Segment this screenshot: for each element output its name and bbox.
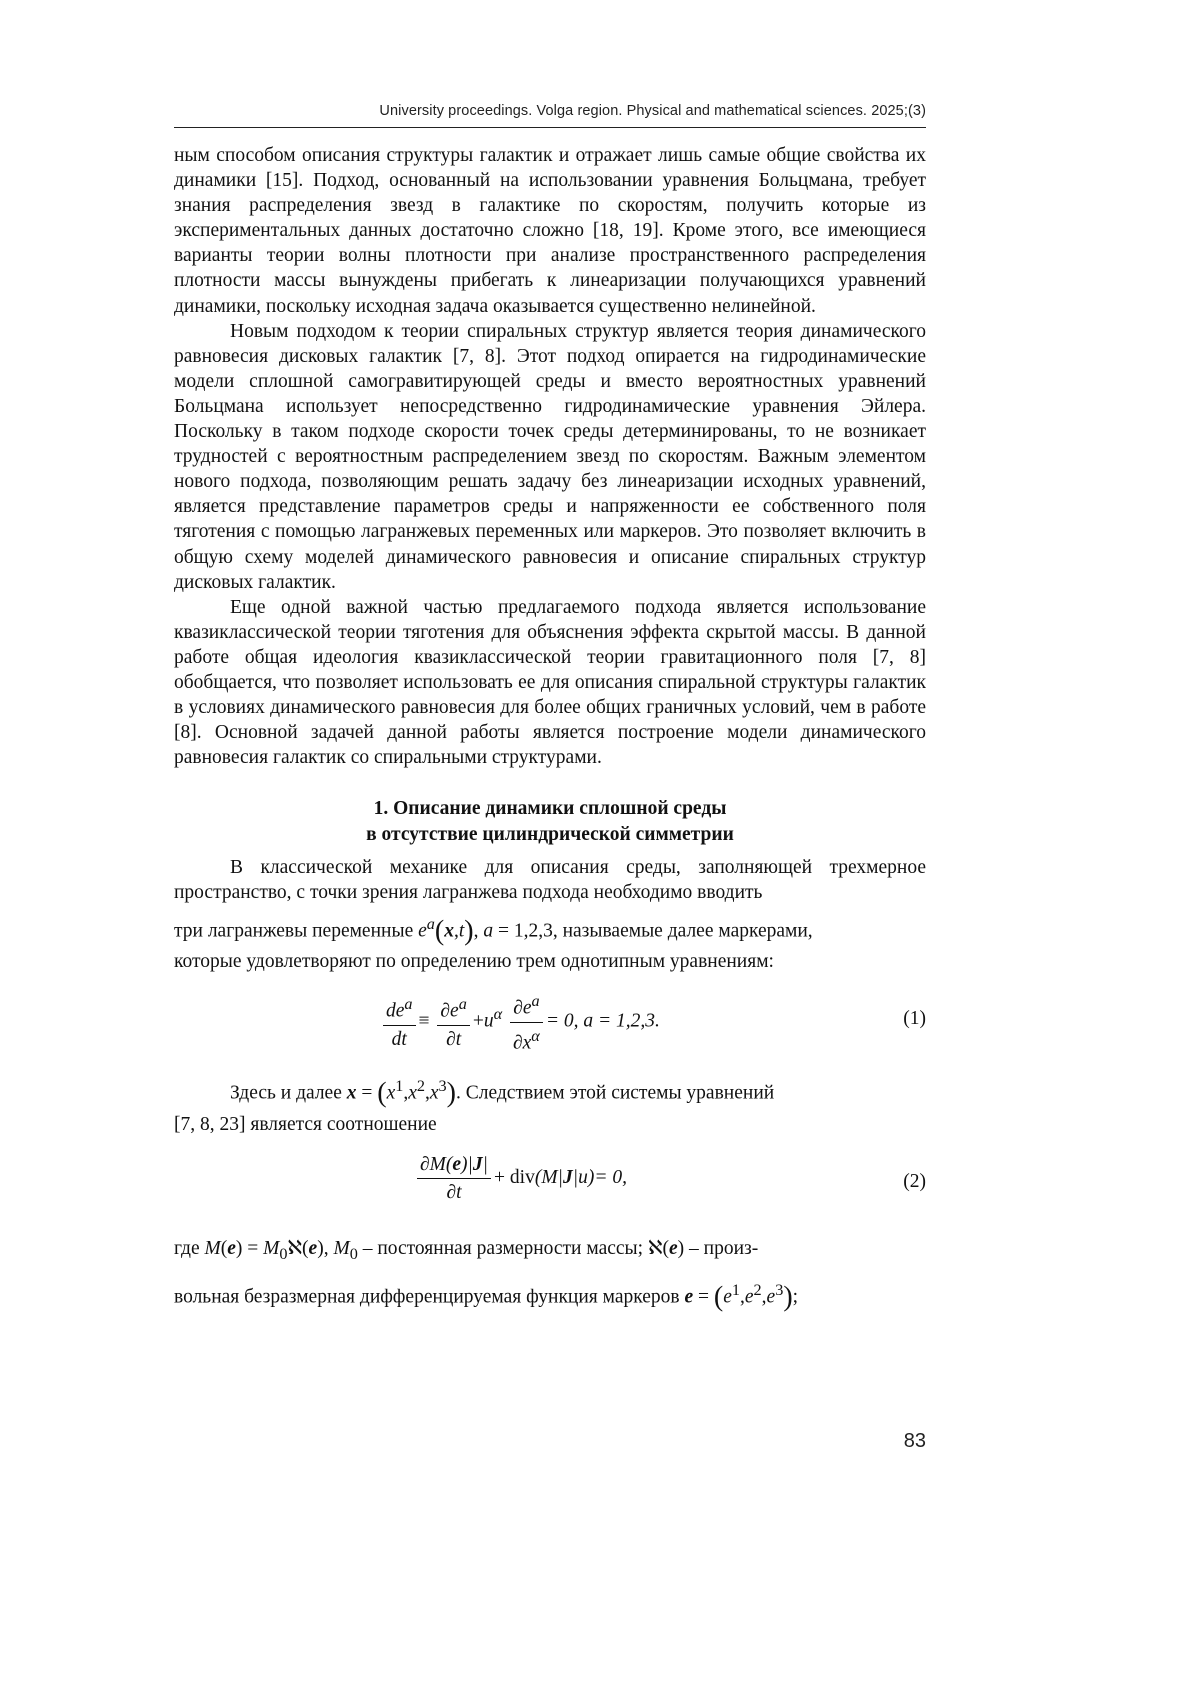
paragraph-6: где $M(e) = M_0ℵ(e)$, $M_0$ – постоянная размерности массы; ℵ(e) – произ-	[174, 1237, 759, 1263]
section-heading-line-1: 1. Описание динамики сплошной среды	[373, 798, 727, 820]
header-rule	[174, 127, 926, 128]
section-heading	[174, 796, 926, 848]
equation-1-number: (1)	[903, 1008, 926, 1030]
equation-2	[174, 1145, 926, 1223]
equation-1-formula: $\frac{de^a}{dt}$ ≡ $\frac{\partial e^a}{\partial t}$ $+u^\alpha$ $\frac{\partial e^a}{\partial x^\alpha}$ = 0, a = 1,2,3.	[380, 988, 660, 1056]
page-number: 83	[903, 1430, 926, 1452]
paragraph-4: В классической механике для описания среды, заполняющей трехмерное пространство, с точки зрения лагранжева подхода необходимо вводить	[174, 857, 926, 904]
paragraph-5: Здесь и далее $x = (x^1,x^2,x^3)$. Следствием этой системы уравнений	[230, 1077, 775, 1109]
paragraph-3: Еще одной важной частью предлагаемого подхода является использование квазиклассической теории тяготения для объяснения эффекта скрытой массы. В данной работе общая идеология квазиклассической теории гравитационного поля [7, 8] обобщается, что позволяет использовать ее для описания спиральной структуры галактик в условиях динамического равновесия для более общих граничных условий, чем в работе [8]. Основной задачей данной работы является построение модели динамического равновесия галактик со спиральными структурами.	[174, 596, 926, 769]
equation-2-number: (2)	[903, 1170, 926, 1192]
paragraph-2: Новым подходом к теории спиральных структур является теория динамического равновесия дисковых галактик [7, 8]. Этот подход опирается на гидродинамические модели сплошной самогравитирующей среды и вместо вероятностных уравнений Больцмана использует непосредственно гидродинамические уравнения Эйлера. Поскольку в таком подходе скорости точек среды детерминированы, то не возникает трудностей с вероятностным распределением звезд по скоростям. Важным элементом нового подхода, позволяющим решать задачу без линеаризации исходных уравнений, является представление параметров среды и напряженности ее собственного поля тяготения с помощью лагранжевых переменных или маркеров. Это позволяет включить в общую схему моделей динамического равновесия и описание спиральных структур дисковых галактик.	[174, 320, 926, 593]
equation-2-formula: $\frac{\partial M(e)|J|}{\partial t}$ + div(M|J|u)= 0,	[414, 1151, 627, 1206]
equation-1	[174, 982, 926, 1060]
paragraph-5-line-2: [7, 8, 23] является соотношение	[174, 1113, 437, 1135]
article-body	[174, 143, 926, 1315]
paragraph-4-line-3: три лагранжевы переменные $e^a(x,t)$, a = 1,2,3, называемые далее маркерами,	[174, 914, 813, 947]
paragraph-6-line-2: вольная безразмерная дифференцируемая функция маркеров $e = (e^1,e^2,e^3)$;	[174, 1280, 799, 1313]
section-heading-line-2: в отсутствие цилиндрической симметрии	[366, 824, 734, 846]
paragraph-4-line-4: которые удовлетворяют по определению трем однотипным уравнениям:	[174, 951, 774, 973]
running-header: University proceedings. Volga region. Physical and mathematical sciences. 2025;(3)	[379, 103, 926, 119]
paragraph-1: ным способом описания структуры галактик и отражает лишь самые общие свойства их динамики [15]. Подход, основанный на использовании уравнения Больцмана, требует знания распределения звезд в галактике по скоростям, получить которые из экспериментальных данных достаточно сложно [18, 19]. Кроме этого, все имеющиеся варианты теории волны плотности при анализе пространственного распределения плотности массы вынуждены прибегать к линеаризации получающихся уравнений динамики, поскольку исходная задача оказывается существенно нелинейной.	[174, 145, 926, 317]
